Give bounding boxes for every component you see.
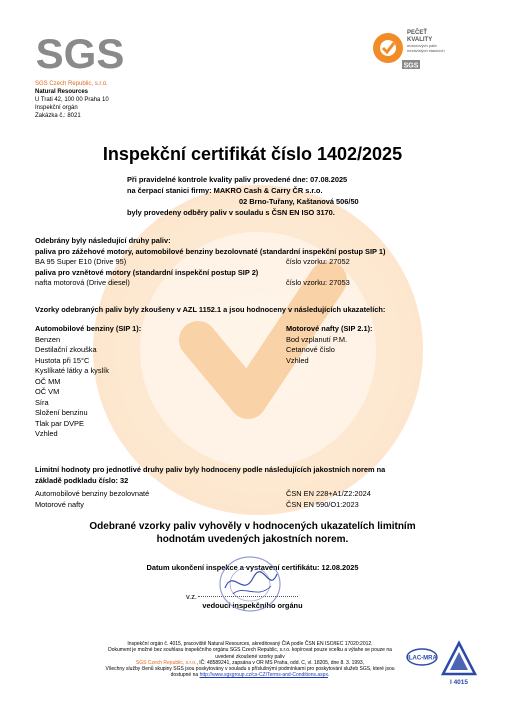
footer-line5: Všechny služby členů skupiny SGS jsou poskytovány v souladu s příslušnými podmínkami pro poskytování služeb SGS, které jsou: [105, 666, 395, 673]
ilac-mra-logo: [404, 646, 440, 672]
footer-link-suffix: .: [327, 672, 330, 679]
diesel-indicators-heading: Motorové nafty (SIP 2.1):: [286, 324, 373, 333]
cai-number: I 4015: [449, 679, 469, 686]
footer-line3: uvedené zkoušené vzorky paliv: [215, 653, 285, 660]
verdict: [0, 520, 505, 546]
issue-date: Datum ukončení inspekce a vystavení certifikátu: 12.08.2025: [146, 563, 359, 572]
petrol-sample-row: [35, 257, 475, 268]
limits-heading-line2: základě podkladu číslo: 32: [35, 475, 129, 485]
seal-line1: PEČEŤ: [407, 30, 428, 36]
indicator-item: Hustota při 15°C: [35, 355, 90, 365]
quality-seal: [370, 24, 480, 74]
tested-heading: Vzorky odebraných paliv byly zkoušeny v AZL 1152.1 a jsou hodnoceny v následujících ukazatelích:: [35, 305, 386, 314]
intro-line1: Při pravidelné kontrole kvality paliv provedené dne: 07.08.2025: [127, 175, 348, 184]
ilac-text: ILAC-MRA: [407, 655, 437, 662]
petrol-item: BA 95 Super E10 (Drive 95): [35, 257, 127, 266]
intro-line2: na čerpací stanici firmy: MAKRO Cash & Carry ČR s.r.o.: [127, 186, 323, 195]
seal-badge-icon: [370, 24, 480, 74]
sgs-logo: [30, 28, 130, 76]
footer-line2: Dokument je možné bez souhlasu inspekčního orgánu SGS Czech Republic, s.r.o. kopírovat pouze vcelku a výtahe se pouze na: [108, 647, 392, 654]
issuer-body: Inspekční orgán: [35, 105, 78, 111]
diesel-sample-row: [35, 278, 475, 289]
limits-fuel: Automobilové benziny bezolovnaté: [35, 489, 150, 498]
footer-link-prefix: dostupné na: [170, 672, 200, 679]
indicator-item: Síra: [35, 397, 49, 407]
indicators-section: [35, 324, 475, 440]
intro-block: [127, 174, 359, 218]
indicator-item: Složení benzinu: [35, 408, 88, 417]
seal-line3: motorových paliv: [407, 43, 438, 48]
diesel-item: nafta motorová (Drive diesel): [35, 278, 130, 287]
limits-heading-line1: Limitní hodnoty pro jednotlivé druhy paliv byly hodnoceny podle následujících jakostních norem na: [35, 465, 386, 474]
issuer-block: [35, 80, 109, 120]
indicator-item: OČ VM: [35, 387, 60, 396]
footer-org: SGS Czech Republic, s.r.o.: [135, 659, 197, 666]
issuer-division: Natural Resources: [35, 89, 89, 95]
seal-line2: KVALITY: [407, 37, 433, 43]
indicator-item: Vzhled: [35, 429, 58, 438]
samples-heading: Odebrány byly následující druhy paliv:: [35, 236, 171, 245]
sgs-logo-text: SGS: [35, 30, 125, 76]
limits-norm: ČSN EN 590/O1:2023: [286, 499, 359, 509]
verdict-line1: Odebrané vzorky paliv vyhověly v hodnocených ukazatelích limitním: [89, 521, 416, 532]
issuer-order: Zakázka č.: 8021: [35, 113, 81, 119]
indicator-item: OČ MM: [35, 376, 61, 386]
petrol-heading: paliva pro zážehové motory, automobilové benziny bezolovnaté (standardní inspekční postup SIP 1): [35, 246, 386, 256]
issuer-org: SGS Czech Republic, s.r.o.: [35, 81, 108, 87]
issuer-address: U Trati 42, 100 00 Praha 10: [35, 97, 109, 103]
samples-section: [35, 236, 475, 289]
petrol-indicators-heading: Automobilové benziny (SIP 1):: [35, 324, 142, 333]
footer-line6: [70, 672, 430, 678]
indicator-item: Tlak par DVPE: [35, 418, 84, 428]
seal-line4: nezávislých stanicích: [407, 48, 445, 53]
footer: [70, 641, 430, 679]
indicator-item: Benzen: [35, 334, 61, 344]
verdict-line2: hodnotám uvedených jakostních norem.: [156, 534, 349, 545]
certificate-title: Inspekční certifikát číslo 1402/2025: [102, 144, 403, 164]
diesel-indicators: [286, 324, 373, 440]
petrol-sample-number: číslo vzorku: 27052: [286, 257, 350, 266]
signature-prefix: v.z.: [186, 592, 197, 601]
petrol-indicators: [35, 324, 286, 440]
signature-role: vedoucí inspekčního orgánu: [202, 601, 303, 610]
diesel-heading: paliva pro vznětové motory (standardní inspekční postup SIP 2): [35, 267, 259, 277]
indicator-item: Destilační zkouška: [35, 345, 97, 354]
intro-line3: 02 Brno-Tuřany, Kaštanová 506/50: [239, 197, 359, 206]
limits-norm: ČSN EN 228+A1/Z2:2024: [286, 489, 371, 498]
indicator-item: Cetanové číslo: [286, 345, 335, 354]
indicator-item: Bod vzplanutí P.M.: [286, 334, 348, 344]
limits-fuel: Motorové nafty: [35, 499, 84, 509]
terms-link[interactable]: http://www.sgsgroup.cz/cs-CZ/Terms-and-Conditions.aspx: [199, 672, 328, 679]
limits-section: [35, 465, 475, 510]
indicator-item: Kyslíkaté látky a kyslík: [35, 366, 109, 375]
limits-row: [35, 489, 475, 500]
round-stamp-icon: [203, 554, 297, 614]
seal-brand: SGS: [403, 62, 419, 70]
limits-row: [35, 500, 475, 511]
indicator-item: Vzhled: [286, 355, 309, 365]
footer-org-details: , IČ: 48589241, zapsána v OR MS Praha, odd. C, vl. 18205, dne 8. 3. 1993,: [196, 659, 365, 666]
footer-line1: Inspekční orgán č. 4015, pracoviště Natural Resources, akreditovaný ČIA podle ČSN EN ISO/IEC 17020:2012.: [127, 641, 373, 647]
intro-line4: byly provedeny odběry paliv v souladu s ČSN EN ISO 3170.: [127, 208, 335, 217]
diesel-sample-number: číslo vzorku: 27053: [286, 278, 350, 287]
cai-accreditation-logo: [441, 640, 477, 688]
